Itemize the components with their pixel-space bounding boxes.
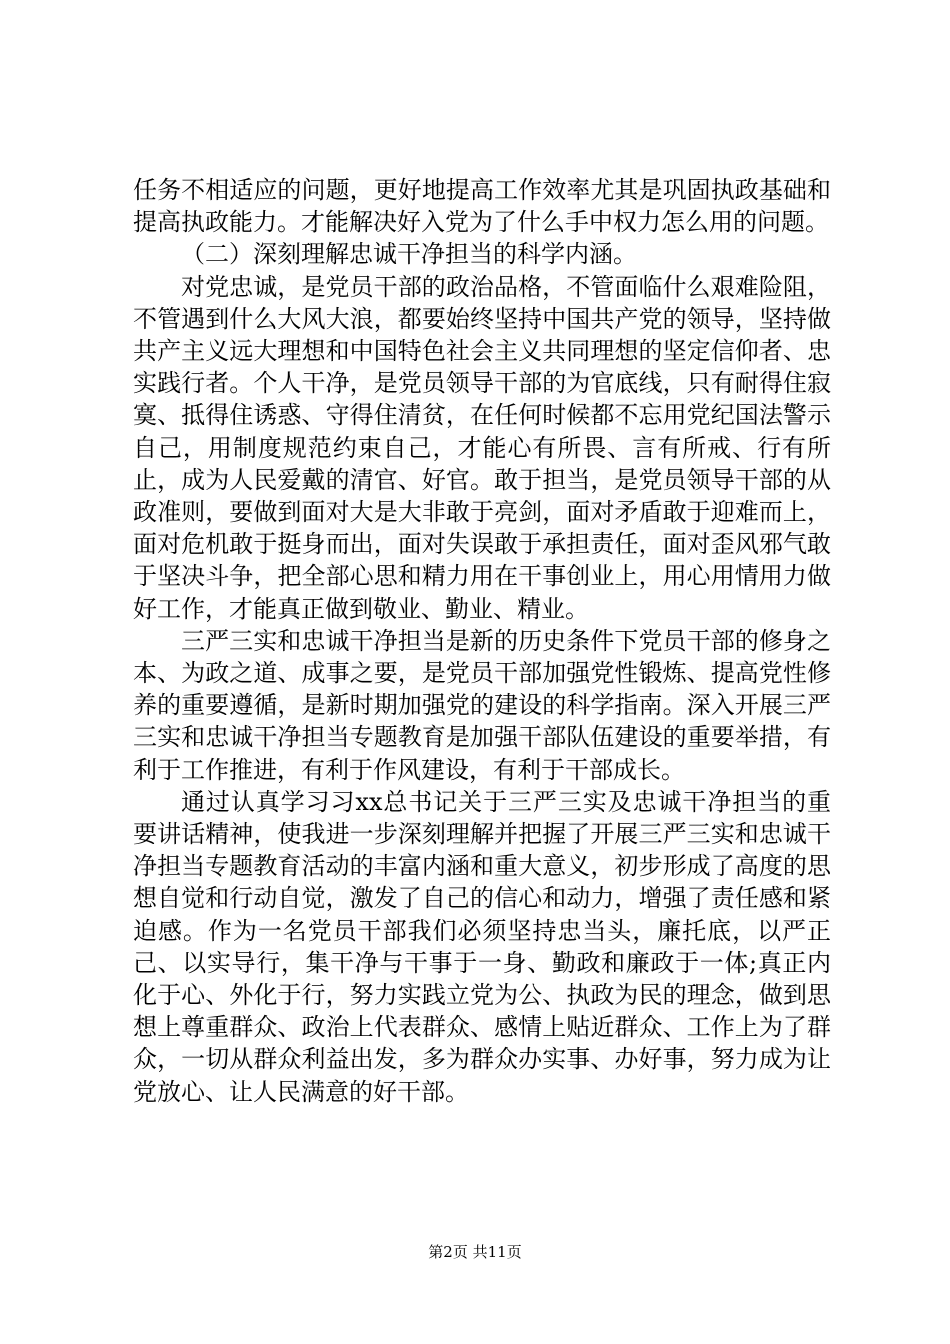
page-number-footer: 第2页 共11页 xyxy=(428,1243,522,1261)
paragraph-conclusion: 通过认真学习习xx总书记关于三严三实及忠诚干净担当的重要讲话精神，使我进一步深刻理解并把握了开展三严三实和忠诚干净担当专题教育活动的丰富内涵和重大意义，初步形成了高度的思想自觉和行动自觉，激发了自己的信心和动力，增强了责任感和紧迫感。作为一名党员干部我们必须坚持忠当头，廉托底，以严正己、以实导行，集干净与干事于一身、勤政和廉政于一体;真正内化于心、外化于行，努力实践立党为公、执政为民的理念，做到思想上尊重群众、政治上代表群众、感情上贴近群众、工作上为了群众，一切从群众利益出发，多为群众办实事、办好事，努力成为让党放心、让人民满意的好干部。 xyxy=(133,787,831,1106)
document-body xyxy=(133,174,831,1108)
paragraph-loyalty: 对党忠诚，是党员干部的政治品格，不管面临什么艰难险阻，不管遇到什么大风大浪，都要始终坚持中国共产党的领导，坚持做共产主义远大理想和中国特色社会主义共同理想的坚定信仰者、忠实践行者。个人干净，是党员领导干部的为官底线，只有耐得住寂寞、抵得住诱惑、守得住清贫，在任何时候都不忘用党纪国法警示自己，用制度规范约束自己，才能心有所畏、言有所戒、行有所止，成为人民爱戴的清官、好官。敢于担当，是党员领导干部的从政准则，要做到面对大是大非敢于亮剑，面对矛盾敢于迎难而上，面对危机敢于挺身而出，面对失误敢于承担责任，面对歪风邪气敢于坚决斗争，把全部心思和精力用在干事创业上，用心用情用力做好工作，才能真正做到敬业、勤业、精业。 xyxy=(133,272,831,623)
section-heading: （二）深刻理解忠诚干净担当的科学内涵。 xyxy=(181,240,637,269)
paragraph-continuation: 任务不相适应的问题，更好地提高工作效率尤其是巩固执政基础和提高执政能力。才能解决好入党为了什么手中权力怎么用的问题。 xyxy=(133,176,831,237)
paragraph-three-stricts: 三严三实和忠诚干净担当是新的历史条件下党员干部的修身之本、为政之道、成事之要，是党员干部加强党性锻炼、提高党性修养的重要遵循，是新时期加强党的建设的科学指南。深入开展三严三实和忠诚干净担当专题教育是加强干部队伍建设的重要举措，有利于工作推进，有利于作风建设，有利于干部成长。 xyxy=(133,626,831,784)
